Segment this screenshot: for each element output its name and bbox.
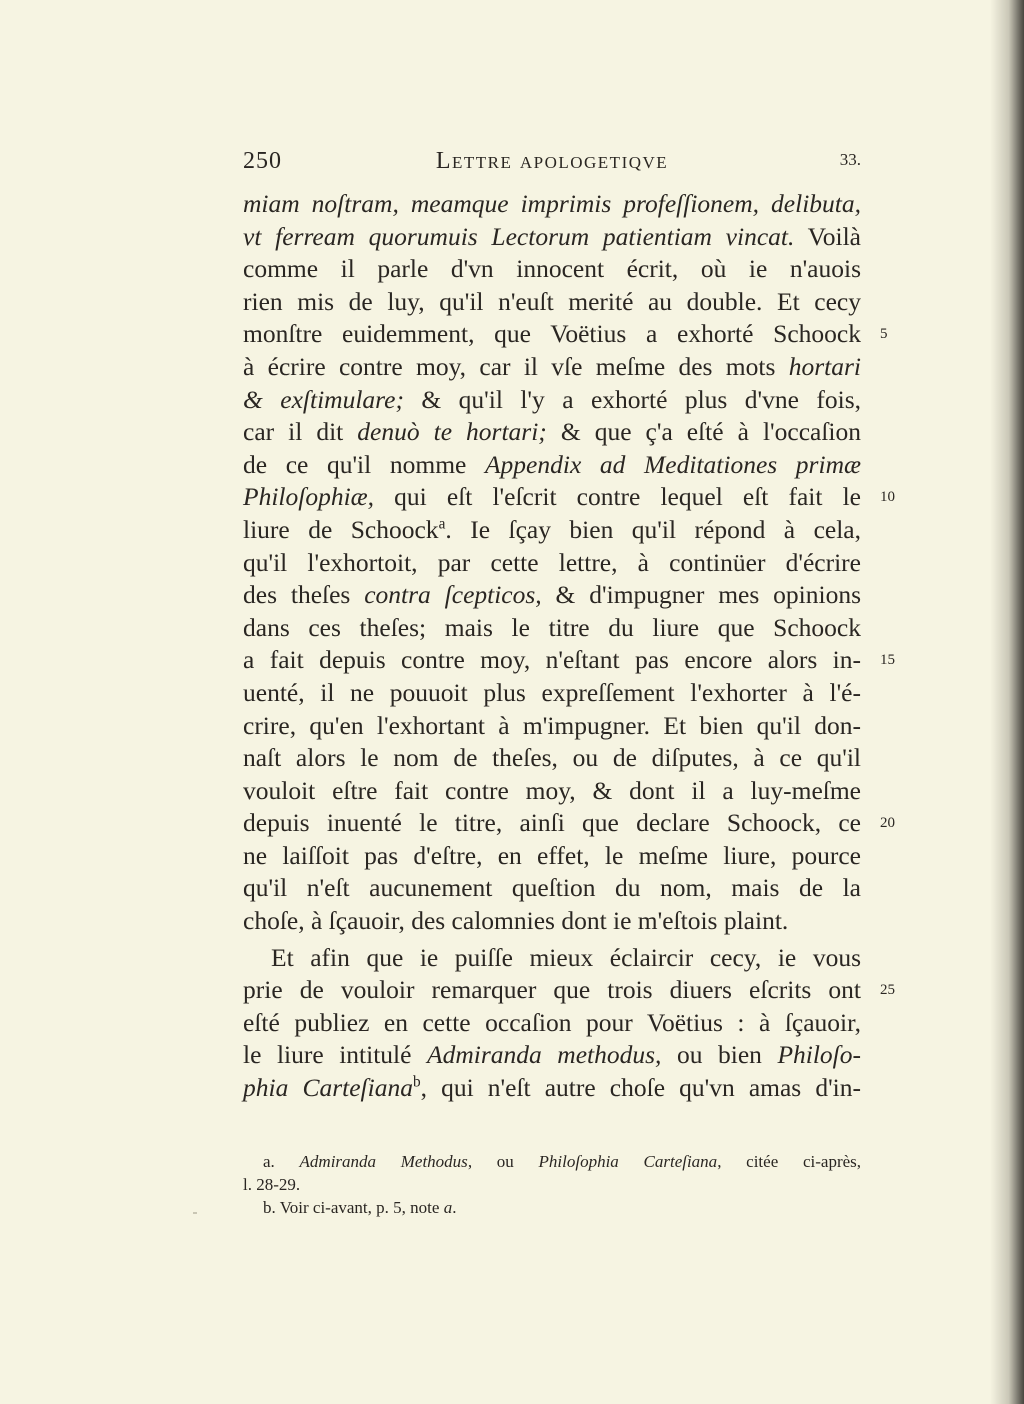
text-segment: depuis inuenté le titre, ainſi que declare Schoock, ce [243, 808, 861, 838]
text-segment: vouloit eſtre fait contre moy, & dont il a luy-meſme [243, 775, 861, 805]
text-line [243, 807, 861, 840]
footnote-line [243, 1173, 861, 1196]
text-segment: car il dit [243, 417, 358, 447]
italic-text: Appendix ad Meditationes primæ [484, 449, 861, 479]
text-segment: Et afin que ie puiſſe mieux éclaircir cecy, ie vous [271, 942, 861, 972]
text-line [243, 481, 861, 514]
text-segment: à écrire contre moy, car il vſe meſme des mots [243, 351, 789, 381]
text-line [243, 318, 861, 351]
text-segment: ou bien [661, 1040, 778, 1070]
text-segment: dans ces theſes; mais le titre du liure que Schoock [243, 612, 861, 642]
text-segment: a. [263, 1152, 300, 1171]
text-line [243, 742, 861, 775]
italic-text: Philoſo- [777, 1040, 862, 1070]
text-line [243, 1072, 861, 1105]
text-line [243, 677, 861, 710]
italic-text: denuò te hortari; [357, 417, 547, 447]
italic-text: miam noſtram, meamque imprimis profeſſionem, delibuta, [243, 189, 861, 218]
italic-text: a [443, 1198, 453, 1217]
section-number: 33. [839, 150, 861, 169]
text-line [243, 286, 861, 319]
text-line [243, 449, 861, 482]
text-segment: Voilà [794, 221, 861, 251]
text-segment: qui eſt l'eſcrit contre lequel eſt fait le [374, 482, 861, 512]
footnote-ref: b [412, 1073, 421, 1091]
text-segment: naſt alors le nom de theſes, ou de diſputes, à ce qu'il [243, 743, 861, 773]
text-segment: & d'impugner mes opinions [541, 580, 861, 610]
text-segment: . [452, 1198, 457, 1217]
page-edge-shadow [990, 0, 1024, 1404]
text-line [243, 253, 861, 286]
footnotes [243, 1150, 861, 1219]
text-segment: & qu'il l'y a exhorté plus d'vne fois, [403, 384, 862, 414]
text-segment: choſe, à ſçauoir, des calomnies dont ie m'eſtois plaint. [243, 906, 789, 936]
body-text [243, 188, 861, 1105]
text-segment: le liure intitulé [243, 1040, 427, 1070]
italic-text: Admiranda methodus, [427, 1040, 662, 1070]
text-segment: & que ç'a eſté à l'occaſion [546, 417, 862, 447]
running-header [243, 148, 861, 178]
text-segment: , ou [467, 1152, 539, 1171]
text-line [243, 612, 861, 645]
text-segment: l. 28-29. [243, 1175, 301, 1194]
paper-speck [193, 1212, 197, 1214]
text-segment: a fait depuis contre moy, n'eſtant pas encore alors in- [243, 645, 861, 675]
text-segment: eſté publiez en cette occaſion pour Voëtius : à ſçauoir, [243, 1007, 861, 1037]
text-line [243, 775, 861, 808]
text-segment: liure de Schoock [243, 514, 439, 544]
text-segment: des theſes [243, 580, 365, 610]
text-segment: , qui n'eſt autre choſe qu'vn amas d'in- [420, 1073, 861, 1103]
text-line [243, 547, 861, 580]
line-number: 10 [880, 489, 895, 506]
text-line [243, 1039, 861, 1072]
text-line [243, 579, 861, 612]
running-title: Lettre apologetiqve [435, 148, 669, 174]
footnote-ref: a [438, 515, 446, 533]
text-segment: . Ie ſçay bien qu'il répond à cela, [445, 514, 861, 544]
text-line [243, 942, 861, 975]
footnote-line [243, 1196, 861, 1219]
text-segment: ne laiſſoit pas d'eſtre, en effet, le meſme liure, pource [243, 840, 861, 870]
text-segment: b. Voir ci-avant, p. 5, note [263, 1198, 444, 1217]
text-segment: rien mis de luy, qu'il n'euſt merité au double. Et cecy [243, 286, 861, 316]
footnote-line [243, 1150, 861, 1173]
text-line [243, 514, 861, 547]
italic-text: Philoſophia Carteſiana [538, 1152, 718, 1171]
text-segment: monſtre euidemment, que Voëtius a exhorté Schoock [243, 319, 861, 349]
text-line [243, 710, 861, 743]
italic-text: & exſtimulare; [243, 384, 404, 414]
italic-text: vt ferream quorumuis Lectorum patientiam vincat. [243, 221, 795, 251]
text-segment: de ce qu'il nomme [243, 449, 485, 479]
page-number: 250 [243, 148, 282, 174]
text-line [243, 1007, 861, 1040]
text-segment: uenté, il ne pouuoit plus expreſſement l'exhorter à l'é- [243, 677, 861, 707]
italic-text: hortari [788, 351, 861, 381]
text-line [243, 416, 861, 449]
text-line [243, 974, 861, 1007]
italic-text: Admiranda Methodus [299, 1152, 468, 1171]
text-line [243, 905, 861, 938]
italic-text: phia Carteſiana [243, 1073, 413, 1103]
text-segment: , citée ci-après, [717, 1152, 862, 1171]
text-segment: crire, qu'en l'exhortant à m'impugner. Et bien qu'il don- [243, 710, 861, 740]
text-line [243, 384, 861, 417]
text-line [243, 644, 861, 677]
text-line [243, 872, 861, 905]
line-number: 15 [880, 652, 895, 669]
text-segment: prie de vouloir remarquer que trois diuers eſcrits ont [243, 975, 861, 1005]
text-line [243, 840, 861, 873]
text-segment: qu'il n'eſt aucunement queſtion du nom, mais de la [243, 873, 861, 903]
text-line [243, 188, 861, 221]
line-number: 25 [880, 982, 895, 999]
italic-text: contra ſcepticos, [364, 580, 542, 610]
text-line [243, 221, 861, 254]
line-number: 5 [880, 326, 888, 343]
italic-text: Philoſophiæ, [243, 482, 375, 512]
text-segment: comme il parle d'vn innocent écrit, où ie n'auois [243, 254, 861, 284]
text-line [243, 351, 861, 384]
line-number: 20 [880, 815, 895, 832]
text-segment: qu'il l'exhortoit, par cette lettre, à continüer d'écrire [243, 547, 861, 577]
